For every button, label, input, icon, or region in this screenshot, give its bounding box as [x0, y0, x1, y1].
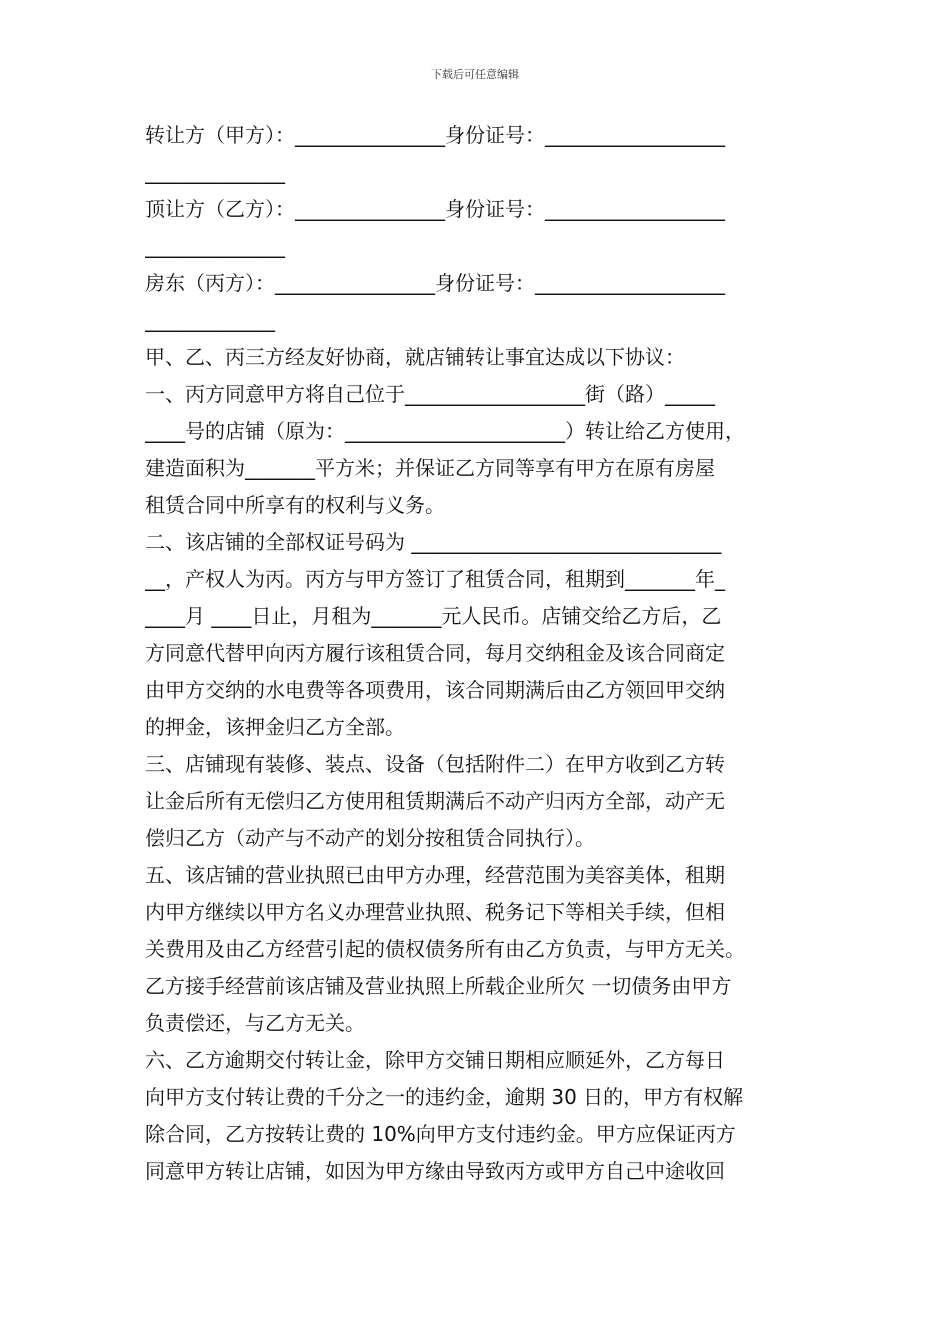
- clause-3-line-2: 让金后所有无偿归乙方使用租赁期满后不动产归丙方全部，动产无: [145, 789, 725, 813]
- clause-6-line-3: 除合同，乙方按转让费的 10%向甲方支付违约金。甲方应保证丙方: [145, 1122, 736, 1146]
- agreement-intro: 甲、乙、丙三方经友好协商，就店铺转让事宜达成以下协议：: [145, 345, 685, 369]
- clause-2-line-4: 方同意代替甲向丙方履行该租赁合同，每月交纳租金及该合同商定: [145, 641, 725, 665]
- clause-1-line-4: 租赁合同中所享有的权利与义务。: [145, 493, 445, 517]
- clause-5-line-4: 乙方接手经营前该店铺及营业执照上所载企业所欠 一切债务由甲方: [145, 974, 732, 998]
- clause-5-line-1: 五、该店铺的营业执照已由甲方办理，经营范围为美容美体，租期: [145, 863, 725, 887]
- clause-1-line-2: ____号的店铺（原为：______________________）转让给乙方使用，: [145, 419, 745, 443]
- clause-6-line-2: 向甲方支付转让费的千分之一的违约金，逾期 30 日的，甲方有权解: [145, 1085, 744, 1109]
- clause-2-line-2: __，产权人为丙。丙方与甲方签订了租赁合同，租期到_______年_: [145, 567, 725, 591]
- clause-2-line-1: 二、该店铺的全部权证号码为 _______________________________: [145, 530, 722, 554]
- party-c-id-continuation: _____________: [145, 308, 275, 332]
- party-b-line: 顶让方（乙方）：_______________身份证号：__________________: [145, 197, 725, 221]
- clause-1-line-1: 一、丙方同意甲方将自己位于__________________街（路）_____: [145, 382, 715, 406]
- clause-1-line-3: 建造面积为_______平方米；并保证乙方同等享有甲方在原有房屋: [145, 456, 715, 480]
- clause-6-line-1: 六、乙方逾期交付转让金，除甲方交铺日期相应顺延外，乙方每日: [145, 1048, 725, 1072]
- clause-5-line-2: 内甲方继续以甲方名义办理营业执照、税务记下等相关手续，但相: [145, 900, 725, 924]
- contract-body: [145, 117, 809, 1190]
- party-b-id-continuation: ______________: [145, 234, 285, 258]
- clause-2-line-6: 的押金，该押金归乙方全部。: [145, 715, 405, 739]
- page-header: 下载后可任意编辑: [431, 68, 519, 81]
- party-a-id-continuation: ______________: [145, 160, 285, 184]
- clause-5-line-5: 负责偿还，与乙方无关。: [145, 1011, 365, 1035]
- clause-2-line-5: 由甲方交纳的水电费等各项费用，该合同期满后由乙方领回甲交纳: [145, 678, 725, 702]
- clause-2-line-3: ____月 ____日止，月租为_______元人民币。店铺交给乙方后，乙: [145, 604, 722, 628]
- clause-3-line-1: 三、店铺现有装修、装点、设备（包括附件二）在甲方收到乙方转: [145, 752, 725, 776]
- clause-6-line-4: 同意甲方转让店铺，如因为甲方缘由导致丙方或甲方自己中途收回: [145, 1159, 725, 1183]
- clause-3-line-3: 偿归乙方（动产与不动产的划分按租赁合同执行）。: [145, 826, 595, 850]
- party-c-line: 房东（丙方）：________________身份证号：___________________: [145, 271, 725, 295]
- clause-5-line-3: 关费用及由乙方经营引起的债权债务所有由乙方负责，与甲方无关。: [145, 937, 745, 961]
- party-a-line: 转让方（甲方）：_______________身份证号：__________________: [145, 123, 725, 147]
